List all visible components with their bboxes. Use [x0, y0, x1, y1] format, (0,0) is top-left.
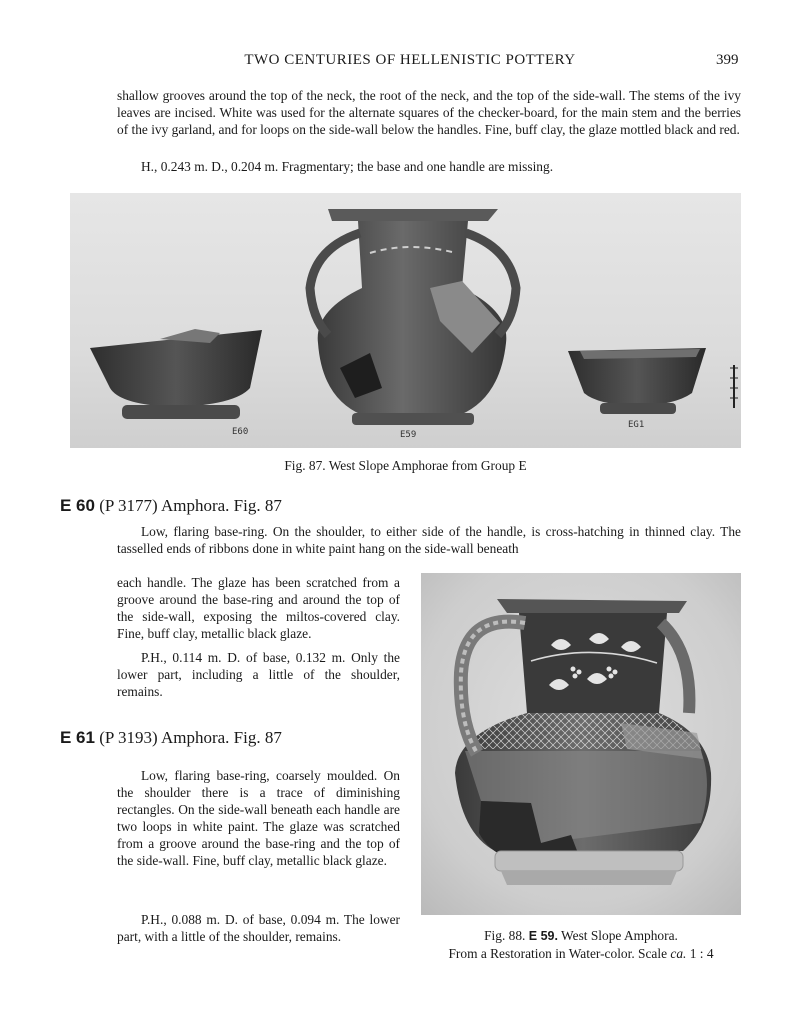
entry-e61-heading	[60, 728, 282, 748]
figure-88-caption-line2	[421, 945, 741, 963]
entry-e61-heading-text: (P 3193) Amphora. Fig. 87	[94, 728, 282, 747]
pot-e59	[310, 209, 516, 425]
intro-dimensions: H., 0.243 m. D., 0.204 m. Fragmentary; the base and one handle are missing.	[141, 159, 554, 174]
entry-e60-heading-text: (P 3177) Amphora. Fig. 87	[94, 496, 282, 515]
figure-88-caption-source: From a Restoration in Water-color. Scale	[448, 946, 671, 961]
figure-88-caption-scale: 1 : 4	[686, 946, 714, 961]
figure-88-caption-prefix: Fig. 88.	[484, 928, 529, 943]
figure-88-caption-code: E 59.	[528, 929, 558, 943]
figure-87-caption: Fig. 87. West Slope Amphorae from Group E	[284, 458, 527, 473]
entry-e60-dimensions: P.H., 0.114 m. D. of base, 0.132 m. Only the lower part, including a little of the shoulder, remains.	[117, 650, 400, 699]
figure-88-caption-line1	[421, 927, 741, 945]
page-number: 399	[716, 52, 739, 68]
entry-e60-code: E 60	[60, 496, 95, 515]
figure-87-photo	[70, 193, 741, 448]
entry-e61-body: Low, flaring base-ring, coarsely moulded. On the shoulder there is a trace of diminishing rectangles. On the side-wall beneath each handle are two loops in white paint. The glaze was scratched from a groove around the base-ring and the top of the side-wall. Fine, buff clay, metallic black glaze.	[117, 768, 400, 868]
figure-88-photo	[421, 573, 741, 915]
figure-87-label-e59: E59	[400, 430, 417, 440]
figure-87-label-e61: EG1	[628, 420, 645, 430]
entry-e61-dimensions: P.H., 0.088 m. D. of base, 0.094 m. The lower part, with a little of the shoulder, remains.	[117, 912, 400, 944]
entry-e60-body-wide: Low, flaring base-ring. On the shoulder, to either side of the handle, is cross-hatching in thinned clay. The tasselled ends of ribbons done in white paint hang on the side-wall beneath	[117, 524, 741, 556]
intro-paragraph: shallow grooves around the top of the neck, the root of the neck, and the top of the side-wall. The stems of the ivy leaves are incised. White was used for the alternate squares of the checker-board, for the main stem and the berries of the ivy garland, and for loops on the side-wall below the handles. Fine, buff clay, the glaze mottled black and red.	[117, 88, 741, 137]
figure-87-label-e60: E60	[232, 427, 249, 437]
figure-88-caption-title: West Slope Amphora.	[557, 928, 678, 943]
figure-88-caption-circa: ca.	[670, 946, 687, 961]
entry-e60-heading	[60, 496, 282, 516]
entry-e61-code: E 61	[60, 728, 95, 747]
figure-88-caption	[421, 927, 741, 963]
running-header-title: TWO CENTURIES OF HELLENISTIC POTTERY	[244, 52, 576, 68]
entry-e60-body-narrow: each handle. The glaze has been scratched from a groove around the base-ring and around the top of the side-wall, exposing the miltos-covered clay. Fine, buff clay, metallic black glaze.	[117, 575, 400, 641]
